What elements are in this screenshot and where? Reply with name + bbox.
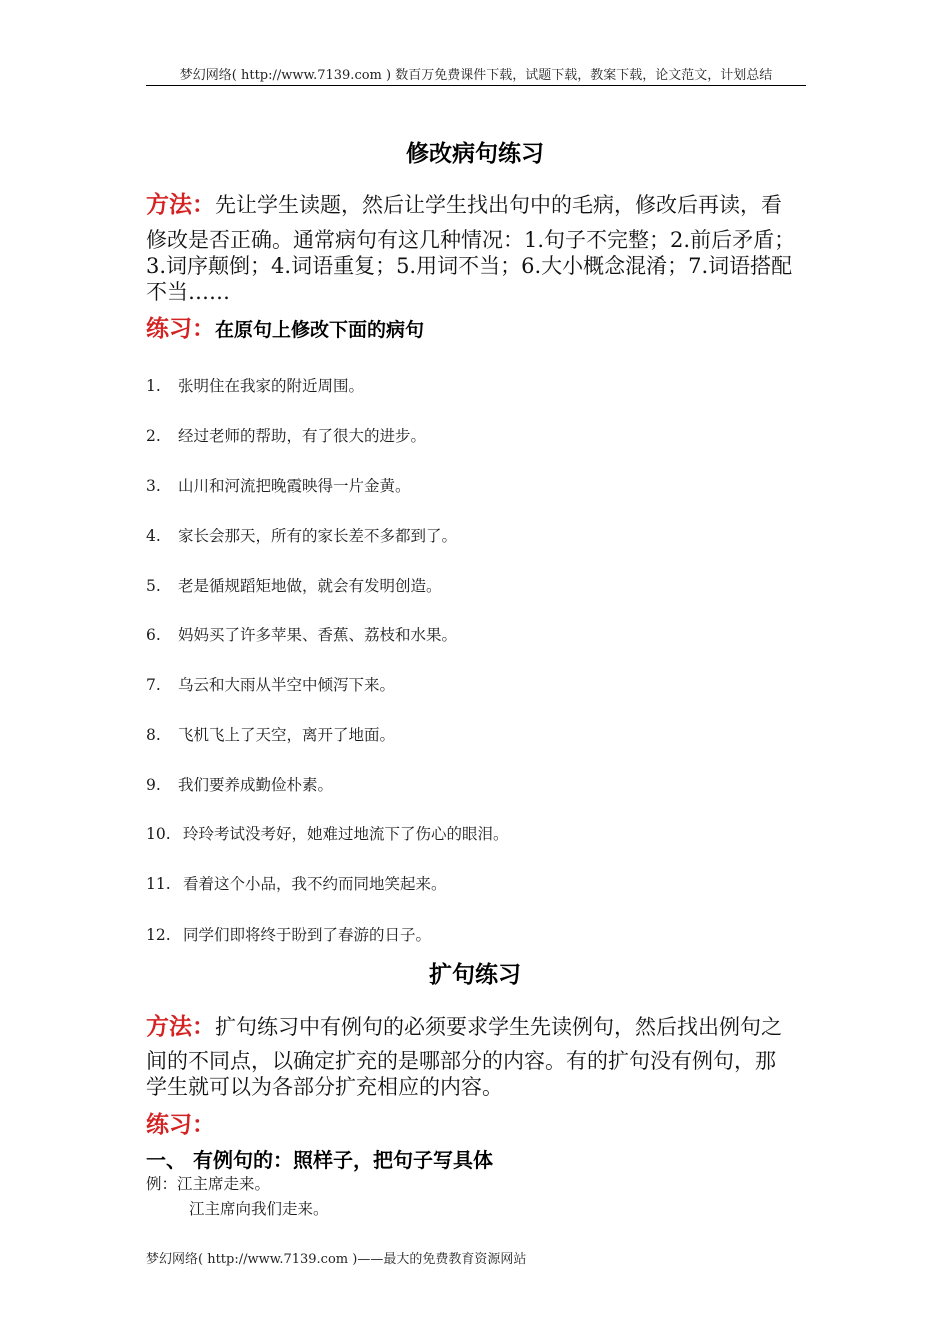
list-item: 11. 看着这个小品，我不约而同地笑起来。: [146, 875, 447, 893]
list-item: 7. 乌云和大雨从半空中倾泻下来。: [146, 676, 396, 694]
practice2-heading: [146, 1106, 215, 1139]
list-item: 10. 玲玲考试没考好，她难过地流下了伤心的眼泪。: [146, 825, 509, 843]
list-item: 12. 同学们即将终于盼到了春游的日子。: [146, 926, 432, 944]
list-item: 8. 飞机飞上了天空，离开了地面。: [146, 726, 396, 744]
method2-label: 方法：: [146, 1014, 215, 1040]
practice2-label: 练习：: [146, 1112, 215, 1138]
practice-heading: [146, 310, 424, 343]
list-item: 4. 家长会那天，所有的家长差不多都到了。: [146, 527, 458, 545]
method2-line-3: 学生就可以为各部分扩充相应的内容。: [146, 1075, 503, 1099]
practice-instruction: 在原句上修改下面的病句: [215, 319, 425, 341]
method-line-1: [146, 186, 782, 219]
method2-line-2: 间的不同点，以确定扩充的是哪部分的内容。有的扩句没有例句，那: [146, 1049, 776, 1073]
practice-label: 练习：: [146, 316, 215, 342]
method-line-2: 修改是否正确。通常病句有这几种情况：1.句子不完整；2.前后矛盾；: [146, 228, 796, 252]
method-text: 先让学生读题，然后让学生找出句中的毛病，修改后再读，看: [215, 193, 782, 217]
list-item: 1. 张明住在我家的附近周围。: [146, 377, 365, 395]
example-label: 例：: [146, 1175, 178, 1193]
list-item: 6. 妈妈买了许多苹果、香蕉、荔枝和水果。: [146, 626, 458, 644]
section-title-correction: 修改病句练习: [406, 141, 544, 167]
method2-text: 扩句练习中有例句的必须要求学生先读例句，然后找出例句之: [215, 1015, 782, 1039]
header-rule: [146, 85, 806, 86]
method2-line-1: [146, 1008, 782, 1041]
example-line-1: [146, 1172, 270, 1194]
page-header: 梦幻网络( http://www.7139.com ) 数百万免费课件下载，试题下载，教案下载，论文范文，计划总结: [179, 68, 773, 83]
list-item: 5. 老是循规蹈矩地做，就会有发明创造。: [146, 577, 442, 595]
method-label: 方法：: [146, 192, 215, 218]
page-footer: 梦幻网络( http://www.7139.com )——最大的免费教育资源网站: [146, 1252, 527, 1267]
section-title-expansion: 扩句练习: [429, 962, 521, 988]
example-sentence-1: 江主席走来。: [177, 1175, 271, 1193]
list-item: 9. 我们要养成勤俭朴素。: [146, 776, 334, 794]
method-line-4: 不当……: [146, 280, 230, 304]
list-item: 3. 山川和河流把晚霞映得一片金黄。: [146, 477, 411, 495]
method-line-3: 3.词序颠倒；4.词语重复；5.用词不当；6.大小概念混淆；7.词语搭配: [146, 254, 793, 278]
list-item: 2. 经过老师的帮助，有了很大的进步。: [146, 427, 427, 445]
sub-heading: 一、 有例句的：照样子，把句子写具体: [146, 1148, 493, 1172]
example-sentence-2: 江主席向我们走来。: [189, 1200, 329, 1218]
